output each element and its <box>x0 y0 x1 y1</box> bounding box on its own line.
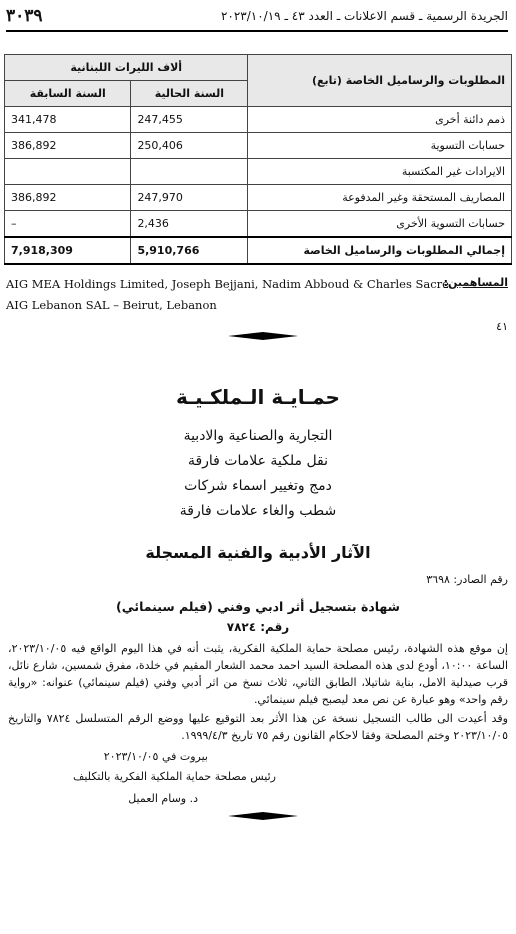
certificate-paragraph-2: وقد أعيدت الى طالب التسجيل نسخة عن هذا الأثر بعد التوقيع عليها ووضع الرقم المتسلسل ٧٨٢٤ والتاريخ ٢٠٢٣/١٠/٠٥ وختم المصلحة وفقا لاحكام القانون رقم ٧٥ تاريخ ١٩٩٩/٤/٣. <box>8 712 508 742</box>
issue-number: رقم الصادر: ٣٦٩٨ <box>426 573 508 586</box>
shareholders-line-1: AIG MEA Holdings Limited, Joseph Bejjani, Nadim Abboud & Charles Sacre. <box>6 277 453 291</box>
page-number: ٣٠٣٩ <box>6 6 43 26</box>
table-row: الايرادات غير المكتسبة <box>5 159 512 185</box>
ad-title: حمـايـة الـملكـيـة <box>176 385 340 409</box>
table-section-title: المطلوبات والرساميل الخاصة (تابع) <box>248 55 512 107</box>
ad-line: شطب والغاء علامات فارقة <box>179 503 337 519</box>
certificate-number: رقم: ٧٨٢٤ <box>226 620 290 634</box>
divider-ornament <box>228 812 298 820</box>
signatory-name: د. وسام العميل <box>128 792 198 805</box>
page-header <box>6 6 508 32</box>
ad-line: دمج وتغيير اسماء شركات <box>184 478 332 494</box>
currency-header: ألاف الليرات اللبنانية <box>5 55 248 81</box>
section-heading: الآثار الأدبية والفنية المسجلة <box>145 543 371 562</box>
column-previous-year: السنة السابقة <box>5 81 131 107</box>
shareholders-line-2: AIG Lebanon SAL – Beirut, Lebanon <box>6 298 217 312</box>
shareholders-label: المساهمين: <box>443 276 508 289</box>
ad-line: التجارية والصناعية والادبية <box>183 428 333 444</box>
ad-line: نقل ملكية علامات فارقة <box>187 453 329 469</box>
certificate-paragraph-1: إن موقع هذه الشهادة، رئيس مصلحة حماية الملكية الفكرية، يثبت أنه في هذا اليوم الواقع فيه ٢٠٢٣/١٠/٠٥، الساعة ١٠:٠٠، أودع لدى هذه المصلحة السيد احمد محمد الشعار المقيم في خلدة، مفرق شمسين، شارع نائل، قرب صيدلية الامل، بناية شاتيلا، الطابق الثاني، ثلاث نسخ من اثر أدبي وفني (فيلم سينمائي) عنوانه: «رواية رقم واحد» وهو عبارة عن نص معد ليصبح فيلم سينمائي. <box>8 642 508 706</box>
table-row: المصاريف المستحقة وغير المدفوعة 247,970 386,892 <box>5 185 512 211</box>
table-row: حسابات التسوية الأخرى 2,436 – <box>5 211 512 238</box>
divider-ornament <box>228 332 298 340</box>
column-current-year: السنة الحالية <box>131 81 248 107</box>
gazette-title: الجريدة الرسمية ـ قسم الاعلانات ـ العدد ٤٣ ـ ٢٠٢٣/١٠/١٩ <box>220 9 508 23</box>
signatory-title: رئيس مصلحة حماية الملكية الفكرية بالتكليف <box>72 770 276 783</box>
table-row: حسابات التسوية 250,406 386,892 <box>5 133 512 159</box>
table-row: ذمم دائنة أخرى 247,455 341,478 <box>5 107 512 133</box>
liabilities-table <box>4 54 512 265</box>
table-total-row: إجمالي المطلوبات والرساميل الخاصة 5,910,766 7,918,309 <box>5 237 512 264</box>
certificate-title: شهادة بتسجيل أثر ادبي وفني (فيلم سينمائي) <box>116 599 400 614</box>
notice-number: ٤١ <box>496 320 508 333</box>
place-date: بيروت في ٢٠٢٣/١٠/٠٥ <box>103 750 208 763</box>
